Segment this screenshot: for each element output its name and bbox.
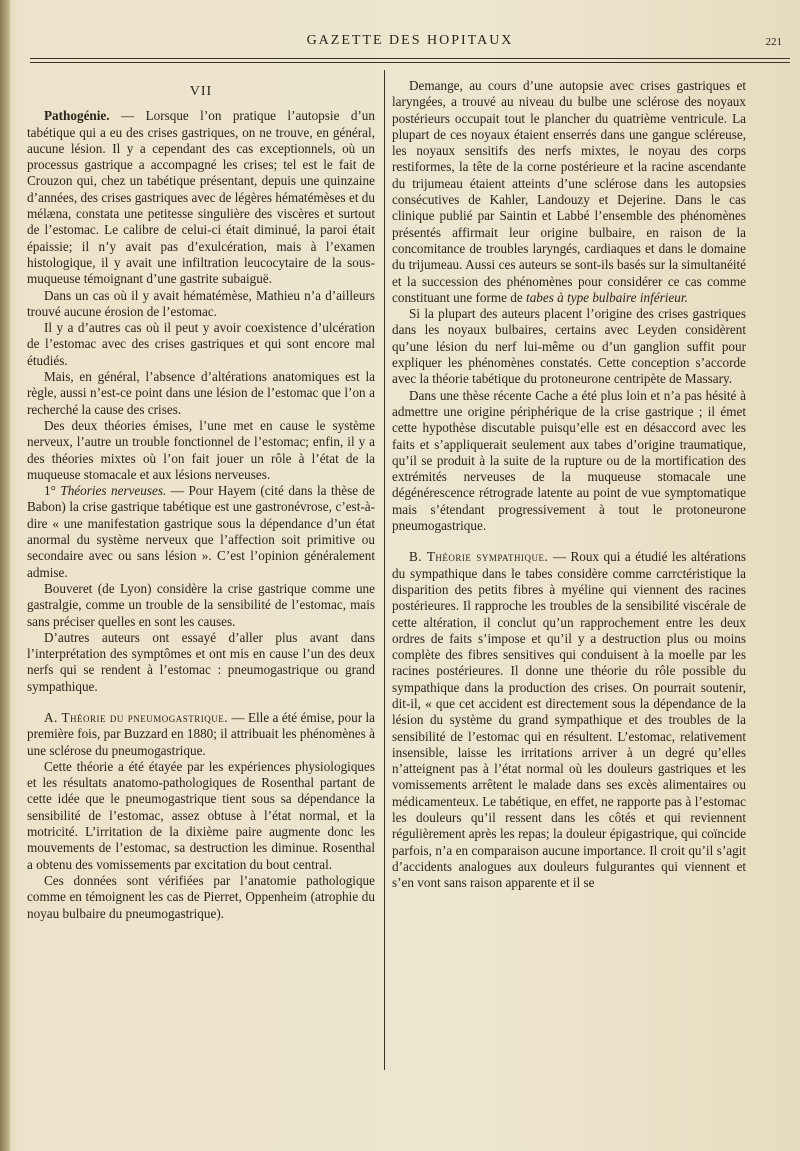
paragraph: Dans un cas où il y avait hématémèse, Mathieu n’a d’ailleurs trouvé aucune érosion de l’estomac.: [27, 287, 375, 319]
book-binding-edge: [0, 0, 10, 1151]
right-column: [392, 78, 746, 892]
paragraph: Il y a d’autres cas où il peut y avoir coexistence d’ulcération de l’estomac avec des crises gastriques et qui sont encore mal étudiés.: [27, 320, 375, 368]
subsection-heading: B. Théorie sympathique.: [409, 549, 549, 565]
paragraph: A. Théorie du pneumogastrique. — Elle a été émise, pour la première fois, par Buzzard en 1880; il attribuait les phénomènes à une sclérose du pneumogastrique.: [27, 709, 375, 758]
left-column: [27, 78, 375, 922]
paragraph: B. Théorie sympathique. — Roux qui a étudié les altérations du sympathique dans le tabes considère comme carrctéristique la disparition des petits fibres à myéline qui viennent des racines postérieures. Il rapproche les troubles de la sensibilité viscérale de cette altération, il conclut qu’un rapprochement entre les deux ordres de faits s’impose et qu’il y a destruction plus ou moins complète des fibres sensitives qui conduisent à la moelle par les racines postérieures. Il donne une théorie du rôle possible du sympathique dans la production des crises. On pourrait soutenir, dit-il, « que cet accident est directement sous la dépendance de la lésion du système du grand sympathique et des troubles de la sensibilité de l’estomac qui en résultent. L’estomac, relativement insensible, laisse les irritations arriver à un degré qu’elles n’atteignent pas à l’état normal où les douleurs gastriques et les vomissements arrêtent le malade dans ses excès alimentaires ou médicamenteux. Le tabétique, en effet, ne rapporte pas à l’estomac les douleurs qu’il ressent dans les côtés et qui reviennent régulièrement après les repas; la douleur épigastrique, qui coïncide parfois, n’a en comparaison aucune importance. Il croit qu’il s’agit d’accidents analogues aux douleurs fulgurantes qui viennent et s’en vont sans raison apparente et il se: [392, 549, 746, 891]
paragraph: 1° Théories nerveuses. — Pour Hayem (cité dans la thèse de Babon) la crise gastrique tabétique est une gastronévrose, c’est-à-dire « une manifestation gastrique sous la dépendance d’un état anormal du système nerveux que l’affection soit primitive ou secondaire avec ou sans lésion ». C’est l’opinion généralement admise.: [27, 483, 376, 580]
journal-title: GAZETTE DES HOPITAUX: [306, 33, 514, 48]
paragraph: Bouveret (de Lyon) considère la crise gastrique comme une gastralgie, comme un trouble de la sensibilité de l’estomac, mais sans préciser quelles en sont les causes.: [27, 580, 375, 629]
paragraph: Si la plupart des auteurs placent l’origine des crises gastriques dans les noyaux bulbaires, certains avec Leyden considèrent qu’une lésion du nerf lui-même ou d’un ganglion suffit pour expliquer les phénomènes constatés. Cette conception s’accorde avec la théorie tabétique du protoneurone centripète de Massary.: [392, 306, 746, 387]
paragraph: Dans une thèse récente Cache a été plus loin et n’a pas hésité à admettre une origine périphérique de la crise gastrique ; il émet cette hypothèse discutable puisqu’elle est en désaccord avec les faits et s’appliquerait seulement aux tabes d’origine traumatique, qu’il se produit à la suite de la rupture ou de la mortification des extrémités nerveuses de la muqueuse stomacale une dégénérescence rétrograde latente au point de vue symptomatique mais s’étendant progressivement à tout le protoneurone pneumogastrique.: [392, 387, 746, 534]
paragraph: Demange, au cours d’une autopsie avec crises gastriques et laryngées, a trouvé au niveau du bulbe une sclérose des noyaux postérieurs occupait tout le plancher du quatrième ventricule. La plupart de ces noyaux étaient enserrés dans une gangue scléreuse, les noyaux sensitifs des nerfs mixtes, le noyau des corps restiformes, la tête de la corne postérieure et la racine ascendante du trijumeau étaient atteints d’une sclérose dans les autopsies consécutives de Kahler, Landouzy et Dejerine. Dans le cas clinique publié par Saintin et Labbé l’ensemble des phénomènes présentés affirmait leur origine bulbaire, en raison de la concomitance de troubles laryngés, cardiaques et dans le domaine du trijumeau. Aussi ces auteurs se sont-ils basés sur la simultanéité et la succession des phénomènes pour considérer ce cas comme constituant une forme de tabes à type bulbaire inférieur.: [392, 78, 746, 305]
paragraph: Des deux théories émises, l’une met en cause le système nerveux, l’autre un trouble fonctionnel de l’estomac; enfin, il y a des théories mixtes où l’on fait jouer un rôle à l’état de la muqueuse stomacale et aux lésions nerveuses.: [27, 417, 375, 482]
run-in-heading: Théories nerveuses.: [60, 483, 167, 499]
paragraph: Pathogénie. — Lorsque l’on pratique l’autopsie d’un tabétique qui a eu des crises gastriques, on ne trouve, en général, aucune lésion. Il y a cependant des cas exceptionnels, où un processus gastrique a accompagné les crises; tel est le fait de Crouzon qui, chez un tabétique présentant, depuis une quinzaine d’années, des crises gastriques avec de légères hématémèses et du mélæna, constata une petitesse singulière des viscères et surtout de l’estomac. Le calibre de celui-ci était diminué, la paroi était épaissie; il n’y avait pas d’exulcération, mais à l’examen histologique, il y avait une infiltration leucocytaire de la sous-muqueuse témoignant d’une gastrite subaiguë.: [27, 108, 375, 287]
paragraph: D’autres auteurs ont essayé d’aller plus avant dans l’interprétation des symptômes et ont mis en cause l’un des deux nerfs qui se rendent à l’estomac : pneumogastrique ou grand sympathique.: [27, 629, 375, 694]
run-in-heading: Pathogénie.: [44, 108, 110, 124]
italic-term: tabes à type bulbaire inférieur.: [526, 289, 688, 305]
section-number: VII: [189, 84, 213, 99]
subsection-heading: A. Théorie du pneumogastrique.: [44, 709, 229, 725]
running-header: [30, 33, 790, 53]
paragraph: Mais, en général, l’absence d’altérations anatomiques est la règle, aussi n’est-ce point dans une lésion de l’estomac que l’on a recherché la cause des crises.: [27, 369, 375, 417]
paragraph: Ces données sont vérifiées par l’anatomie pathologique comme en témoignent les cas de Pierret, Oppenheim (atrophie du noyau bulbaire du pneumogastrique).: [27, 872, 375, 921]
page-number: 221: [765, 36, 782, 48]
column-separator: [384, 70, 385, 1070]
paragraph: Cette théorie a été étayée par les expériences physiologiques et les résultats anatomo-pathologiques de Rosenthal partant de cette idée que le pneumogastrique tient sous sa dépendance la sensibilité de l’estomac, assez obtuse à l’état normal, et la motricité. L’irritation de la dixième paire augmente donc les mouvements de l’estomac, sa destruction les diminue. Rosenthal a obtenu des vomissements par excitation du bout central.: [27, 758, 375, 872]
header-rule-thick: [30, 58, 790, 59]
header-rule-thin: [30, 62, 790, 63]
